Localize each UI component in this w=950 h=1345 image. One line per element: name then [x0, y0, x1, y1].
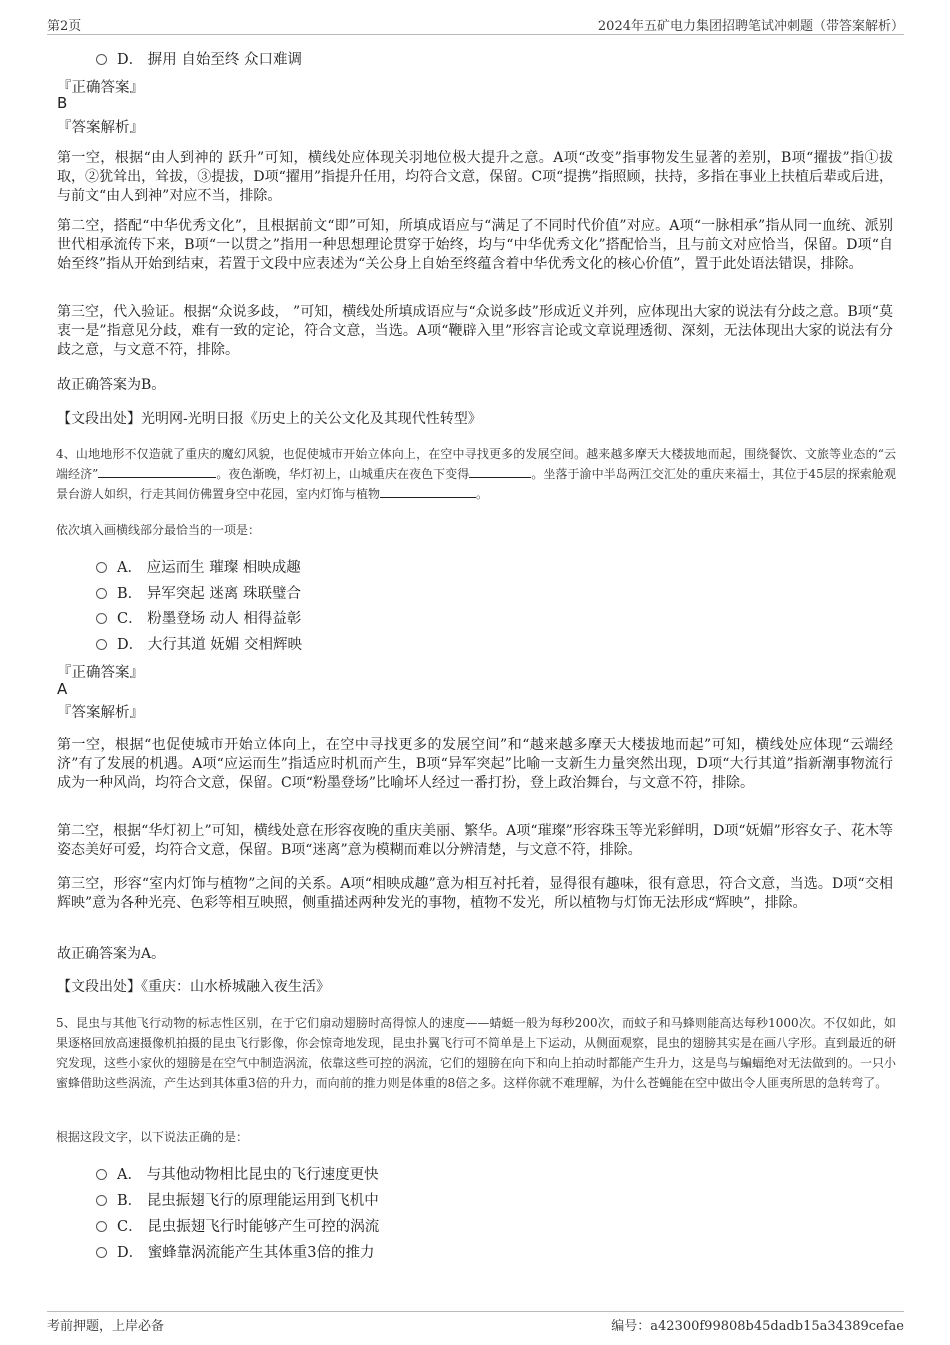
q3-analysis-label: 『答案解析』 — [57, 120, 144, 136]
document-id: 编号：a42300f99808b45dadb15a34389cefae — [611, 1319, 904, 1334]
radio-icon — [96, 588, 107, 599]
q3-analysis-p2: 第二空，搭配“中华优秀文化”，且根据前文“即”可知，所填成语应与“满足了不同时代价值”对应。A项“一脉相承”指从同一血统、派别世代相承流传下来，B项“一以贯之”指用一种思想理论贯穿于始终，均与“中华优秀文化”搭配恰当，且与前文对应恰当，保留。D项“自始至终”指从开始到结束，若置于文段中应表述为“关公身上自始至终蕴含着中华优秀文化的核心价值”，置于此处语法错误，排除。 — [57, 218, 893, 272]
q4-option-c[interactable]: C． 粉墨登场 动人 相得益彰 — [96, 607, 301, 628]
page-header — [47, 12, 904, 35]
q3-option-d[interactable]: D． 摒用 自始至终 众口难调 — [96, 48, 302, 69]
q4-option-a[interactable]: A． 应运而生 璀璨 相映成趣 — [96, 556, 301, 577]
q4-prompt: 依次填入画横线部分最恰当的一项是： — [56, 523, 261, 537]
q3-conclusion: 故正确答案为B。 — [57, 377, 166, 393]
q5-option-b[interactable]: B． 昆虫振翅飞行的原理能运用到飞机中 — [96, 1189, 379, 1210]
q5-option-d[interactable]: D． 蜜蜂靠涡流能产生其体重3倍的推力 — [96, 1241, 374, 1262]
q4-blank-1[interactable] — [98, 465, 216, 478]
q4-analysis-label: 『答案解析』 — [57, 705, 144, 721]
q3-source: 【文段出处】光明网-光明日报《历史上的关公文化及其现代性转型》 — [57, 411, 482, 427]
q4-answer: A — [57, 680, 68, 698]
radio-icon — [96, 639, 107, 650]
document-title: 2024年五矿电力集团招聘笔试冲刺题（带答案解析） — [597, 19, 904, 34]
q4-analysis-p1: 第一空，根据“也促使城市开始立体向上，在空中寻找更多的发展空间”和“越来越多摩天大楼拔地而起”可知，横线处应体现“云端经济”有了发展的机遇。A项“应运而生”指适应时机而产生，B项“异军突起”比喻一支新生力量突然出现，D项“大行其道”指新潮事物流行成为一种风尚，均符合文意，保留。C项“粉墨登场”比喻坏人经过一番打扮，登上政治舞台，与文意不符，排除。 — [57, 737, 893, 791]
radio-icon — [96, 1247, 107, 1258]
q4-analysis-p3: 第三空，形容“室内灯饰与植物”之间的关系。A项“相映成趣”意为相互衬托着，显得很有趣味，很有意思，符合文意，当选。D项“交相辉映”意为各种光亮、色彩等相互映照，侧重描述两种发光的事物，植物不发光，所以植物与灯饰无法形成“辉映”，排除。 — [57, 876, 893, 911]
q3-analysis-p1: 第一空，根据“由人到神的 跃升”可知，横线处应体现关羽地位极大提升之意。A项“改变”指事物发生显著的差别，B项“擢拔”指①拔取，②犹耸出，耸拔，③提拔，D项“擢用”指提升任用，均符合文意，保留。C项“提携”指照顾，扶持，多指在事业上扶植后辈或后进，与前文“由人到神”对应不当，排除。 — [57, 150, 893, 204]
q5-option-a[interactable]: A． 与其他动物相比昆虫的飞行速度更快 — [96, 1163, 379, 1184]
radio-icon — [96, 1221, 107, 1232]
q3-answer: B — [57, 94, 68, 112]
radio-icon — [96, 1169, 107, 1180]
q4-blank-2[interactable] — [469, 465, 531, 478]
q3-analysis-p3: 第三空，代入验证。根据“众说多歧， ”可知，横线处所填成语应与“众说多歧”形成近义并列，应体现出大家的说法有分歧之意。B项“莫衷一是”指意见分歧，难有一致的定论，符合文意，当选。A项“鞭辟入里”形容言论或文章说理透彻、深刻，无法体现出大家的说法有分歧之意，与文意不符，排除。 — [57, 304, 893, 358]
radio-icon — [96, 54, 107, 65]
q4-answer-label: 『正确答案』 — [57, 665, 144, 681]
radio-icon — [96, 1195, 107, 1206]
q4-conclusion: 故正确答案为A。 — [57, 946, 166, 962]
q4-option-b[interactable]: B． 异军突起 迷离 珠联璧合 — [96, 582, 301, 603]
q4-analysis-p2: 第二空，根据“华灯初上”可知，横线处意在形容夜晚的重庆美丽、繁华。A项“璀璨”形容珠玉等光彩鲜明，D项“妩媚”形容女子、花木等姿态美好可爱，均符合文意，保留。B项“迷离”意为模糊而难以分辨清楚，与文意不符，排除。 — [57, 823, 893, 858]
q5-prompt: 根据这段文字，以下说法正确的是： — [56, 1130, 249, 1144]
footer-slogan: 考前押题，上岸必备 — [47, 1319, 165, 1334]
page-footer — [47, 1311, 904, 1334]
q4-blank-3[interactable] — [380, 485, 476, 498]
radio-icon — [96, 562, 107, 573]
radio-icon — [96, 613, 107, 624]
q5-stem: 5、昆虫与其他飞行动物的标志性区别，在于它们扇动翅膀时高得惊人的速度——蜻蜓一般为每秒200次，而蚊子和马蜂则能高达每秒1000次。不仅如此，如果逐格回放高速摄像机拍摄的昆虫飞行影像，你会惊奇地发现，昆虫扑翼飞行可不简单是上下运动，从侧面观察，昆虫的翅膀其实是在画八字形。直到最近的研究发现，这些小家伙的翅膀是在空气中制造涡流，依靠这些可控的涡流，它们的翅膀在向下和向上拍动时都能产生升力，这是鸟与蝙蝠绝对无法做到的。一只小蜜蜂借助这些涡流，产生达到其体重3倍的升力，而向前的推力则是体重的8倍之多。这样你就不难理解，为什么苍蝇能在空中做出令人匪夷所思的急转弯了。 — [56, 1016, 897, 1090]
q4-source: 【文段出处】《重庆：山水桥城融入夜生活》 — [57, 979, 330, 995]
q5-option-c[interactable]: C． 昆虫振翅飞行时能够产生可控的涡流 — [96, 1215, 379, 1236]
q4-option-d[interactable]: D． 大行其道 妩媚 交相辉映 — [96, 633, 302, 654]
q4-stem: 4、山地地形不仅造就了重庆的魔幻风貌，也促使城市开始立体向上，在空中寻找更多的发展空间。越来越多摩天大楼拔地而起，围绕餐饮、文旅等业态的“云端经济” 。夜色渐晚，华灯初上，山城重庆在夜色下变得 。坐落于渝中半岛两江交汇处的重庆来福士，其位于45层的探索舱观景台游人如织，行走其间仿佛置身空中花园，室内灯饰与植物 。 — [56, 447, 896, 501]
page-number: 第2页 — [47, 19, 82, 34]
q3-answer-label: 『正确答案』 — [57, 80, 144, 96]
